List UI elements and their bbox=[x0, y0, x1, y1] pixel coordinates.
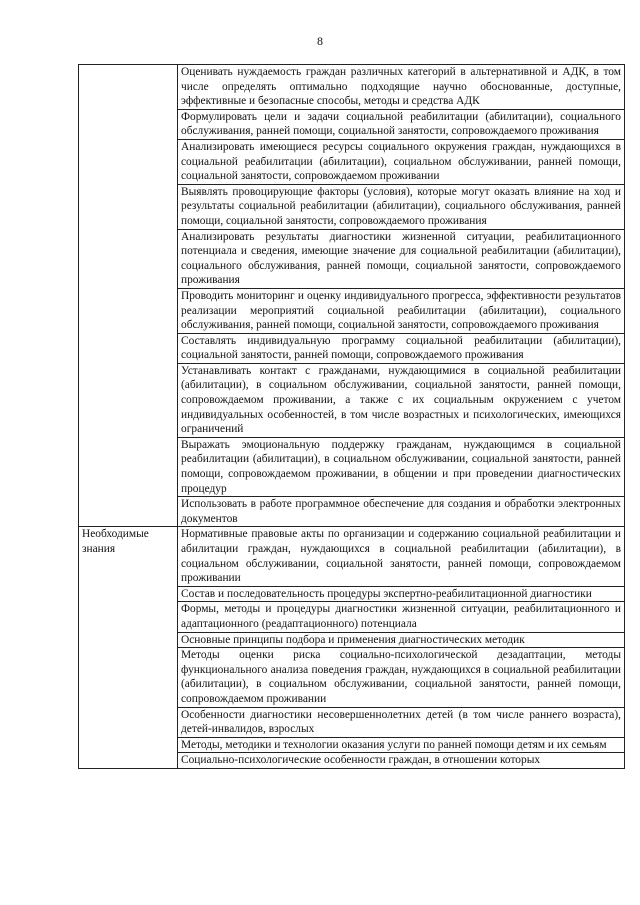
competency-table-body bbox=[79, 65, 625, 769]
section-label bbox=[79, 65, 178, 527]
table-cell-text: Составлять индивидуальную программу социальной реабилитации (абилитации), социальной занятости, ранней помощи, сопровождаемого проживания bbox=[178, 333, 625, 363]
table-cell-text: Оценивать нуждаемость граждан различных категорий в альтернативной и АДК, в том числе определять оптимально подходящие научно обоснованные, доступные, эффективные и безопасные способы, методы и средства АДК bbox=[178, 65, 625, 110]
table-cell-text: Устанавливать контакт с гражданами, нуждающимися в социальной реабилитации (абилитации), в социальном обслуживании, социальной занятости, ранней помощи, сопровождаемом проживании, а также с их социальным окружением с учетом индивидуальных особенностей, в том числе возрастных и психологических, имеющихся ограничений bbox=[178, 363, 625, 437]
table-cell-text: Особенности диагностики несовершеннолетних детей (в том числе раннего возраста), детей-инвалидов, взрослых bbox=[178, 707, 625, 737]
table-cell-text: Формулировать цели и задачи социальной реабилитации (абилитации), социального обслуживания, ранней помощи, социальной занятости, сопровождаемого проживания bbox=[178, 109, 625, 139]
table-cell-text: Социально-психологические особенности граждан, в отношении которых bbox=[178, 753, 625, 769]
table-cell-text: Выявлять провоцирующие факторы (условия), которые могут оказать влияние на ход и результаты социальной реабилитации (абилитации), социального обслуживания, ранней помощи, социальной занятости, сопровождаемого проживания bbox=[178, 184, 625, 229]
table-cell-text: Анализировать имеющиеся ресурсы социального окружения граждан, нуждающихся в социальной реабилитации (абилитации), социальном обслуживании, ранней помощи, социальной занятости, сопровождаемом проживании bbox=[178, 139, 625, 184]
table-cell-text: Методы, методики и технологии оказания услуги по ранней помощи детям и их семьям bbox=[178, 737, 625, 753]
table-cell-text: Методы оценки риска социально-психологической дезадаптации, методы функционального анализа поведения граждан, нуждающихся в социальной реабилитации (абилитации), в социальном обслуживании, социальной занятости, ранней помощи, сопровождаемом проживании bbox=[178, 648, 625, 707]
table-row bbox=[79, 65, 625, 110]
table-cell-text: Использовать в работе программное обеспечение для создания и обработки электронных документов bbox=[178, 497, 625, 527]
table-cell-text: Основные принципы подбора и применения диагностических методик bbox=[178, 632, 625, 648]
competency-table bbox=[78, 64, 625, 769]
table-cell-text: Выражать эмоциональную поддержку гражданам, нуждающимся в социальной реабилитации (абилитации), в социальном обслуживании, социальной занятости, ранней помощи, сопровождаемом проживании, в общении и при проведении диагностических процедур bbox=[178, 437, 625, 496]
table-cell-text: Формы, методы и процедуры диагностики жизненной ситуации, реабилитационного и адаптационного (реадаптационного) потенциала bbox=[178, 602, 625, 632]
page-number: 8 bbox=[317, 34, 323, 48]
table-cell-text: Проводить мониторинг и оценку индивидуального прогресса, эффективности результатов реализации мероприятий социальной реабилитации (абилитации), социального обслуживания, ранней помощи, социальной занятости, сопровождаемого проживания bbox=[178, 288, 625, 333]
table-cell-text: Анализировать результаты диагностики жизненной ситуации, реабилитационного потенциала и сведения, имеющие значение для социальной реабилитации (абилитации), социального обслуживания, ранней помощи, социальной занятости, сопровождаемого проживания bbox=[178, 229, 625, 288]
table-cell-text: Состав и последовательность процедуры экспертно-реабилитационной диагностики bbox=[178, 586, 625, 602]
table-cell-text: Нормативные правовые акты по организации и содержанию социальной реабилитации и абилитации граждан, нуждающихся в социальной реабилитации (абилитации), в социальном обслуживании, социальной занятости, ранней помощи, сопровождаемом проживании bbox=[178, 527, 625, 586]
table-row bbox=[79, 527, 625, 586]
section-label: Необходимые знания bbox=[79, 527, 178, 769]
